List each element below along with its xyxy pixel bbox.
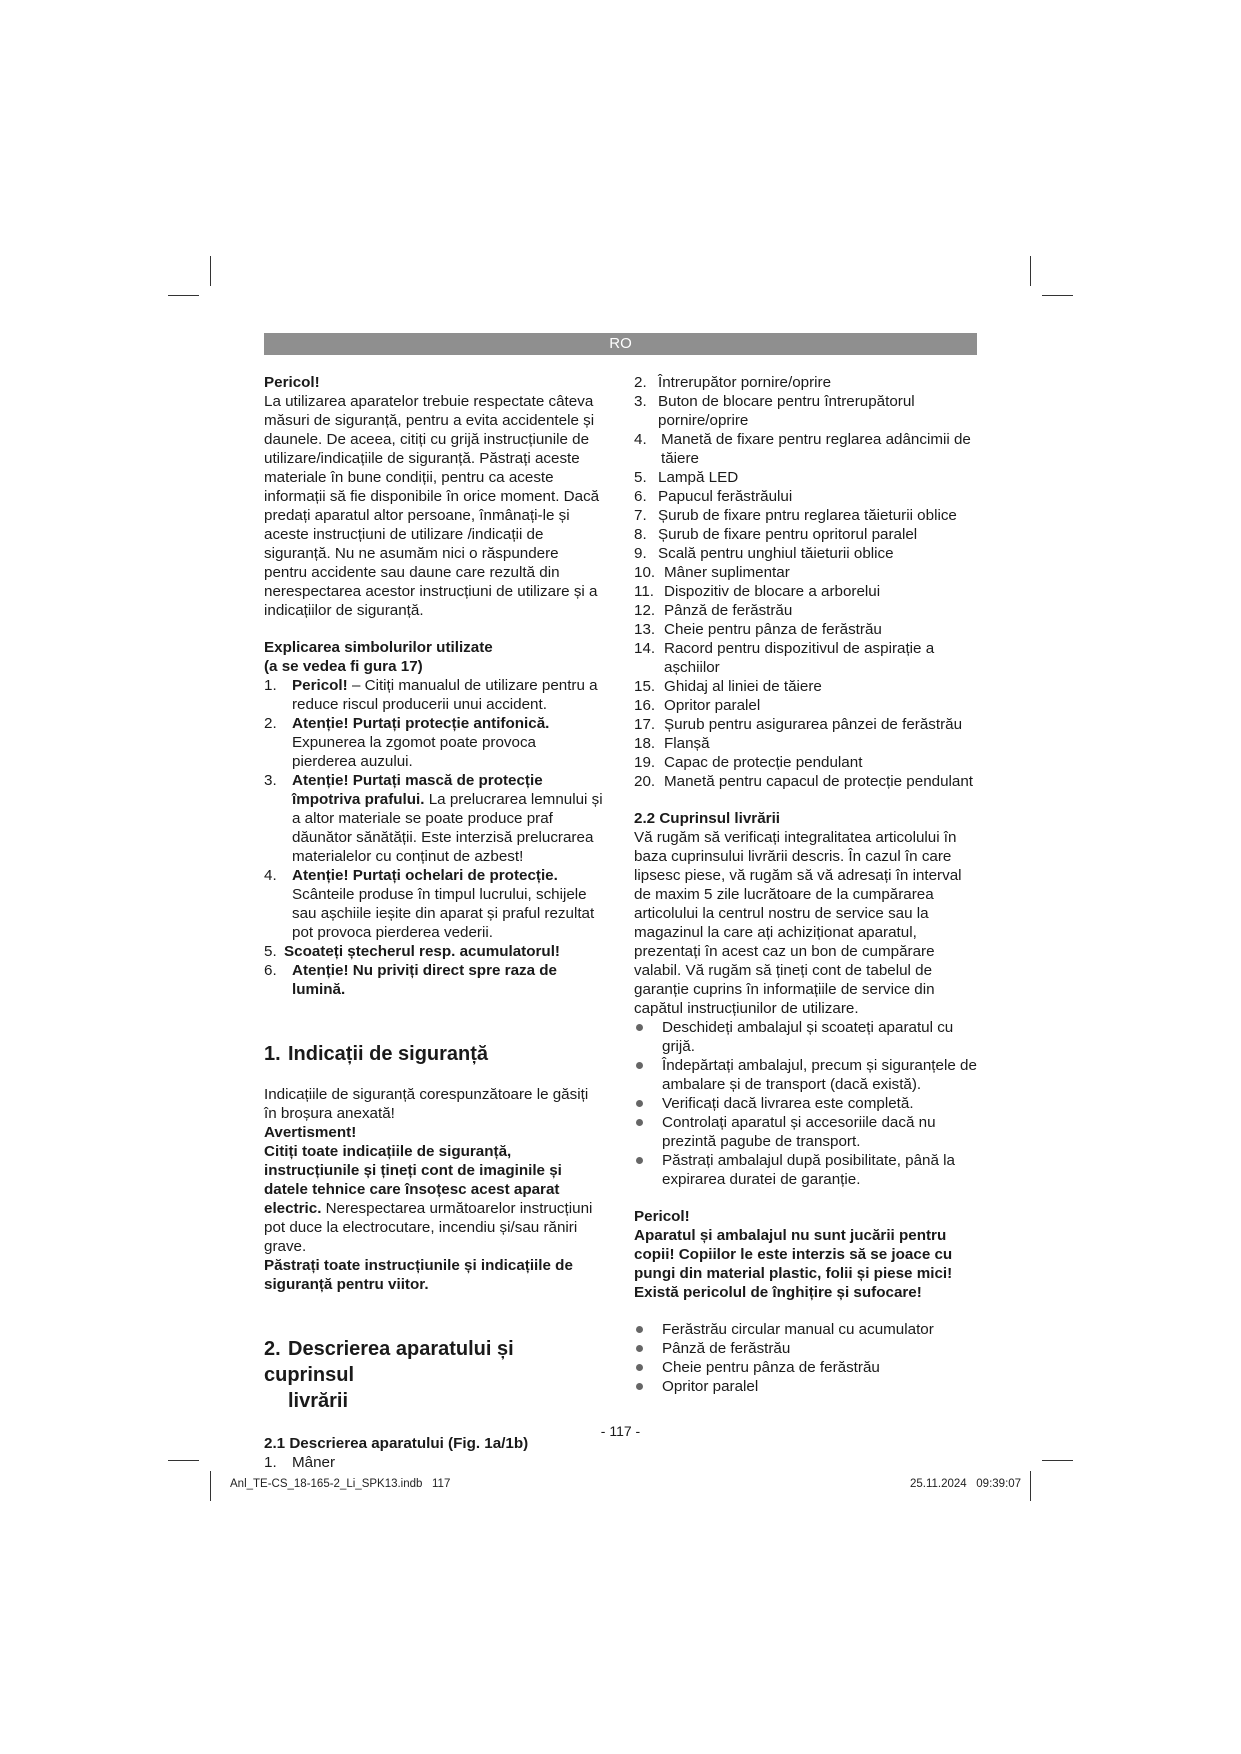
section-2-heading: 2. Descrierea aparatului și cuprinsul livrării [264,1338,514,1412]
keep-instructions-note: Păstrați toate instrucțiunile și indicațiile de siguranță pentru viitor. [264,1257,573,1293]
warning-heading: Avertisment! [264,1124,357,1141]
danger-heading: Pericol! [634,1208,690,1225]
delivery-check-paragraph: Vă rugăm să verificați integralitatea articolului în baza cuprinsului livrării descris. În cazul în care lipsesc piese, vă rugăm să vă adresați în interval de maxim 5 zile lucrătoare de la cumpărarea articolului la centrul nostru de service sau la magazinul la care ați achiziționat aparatul, prezentați în acest caz un bon de cumpărare valabil. Vă rugăm să țineți cont de tabelul de garanție cuprins în informațiile de service din capătul instrucțiunilor de utilizare. [634,829,962,1017]
list-item: 1. Pericol! – Citiți manualul de utilizare pentru a reduce riscul producerii unui accident. [264,677,598,713]
right-column [634,373,978,1396]
list-item: Controlați aparatul și accesoriile dacă nu prezintă pagube de transport. [634,1113,978,1151]
list-item: 8. Șurub de fixare pentru opritorul paralel [634,526,918,543]
crop-mark [168,295,199,296]
crop-mark [1030,256,1031,286]
list-item: 10. Mâner suplimentar [634,564,790,581]
symbols-heading-sub: (a se vedea fi gura 17) [264,658,423,675]
left-column [264,373,604,1472]
language-header: RO [264,333,977,355]
list-item: 6. Papucul ferăstrăului [634,488,793,505]
list-item: 17. Șurub pentru asigurarea pânzei de ferăstrău [634,716,963,733]
list-item: 2. Întrerupător pornire/oprire [634,374,832,391]
symbols-list [264,676,604,999]
list-item: 11. Dispozitiv de blocare a arborelui [634,583,881,600]
list-item: 15. Ghidaj al liniei de tăiere [634,678,822,695]
parts-list [634,373,978,791]
danger-heading: Pericol! [264,374,320,391]
crop-mark [1030,1471,1031,1501]
footer-filename: Anl_TE-CS_18-165-2_Li_SPK13.indb 117 [230,1478,451,1490]
list-item: 12. Pânză de ferăstrău [634,602,793,619]
crop-mark [1042,295,1073,296]
unpacking-steps [634,1018,978,1189]
list-item: 9. Scală pentru unghiul tăieturii oblice [634,545,894,562]
warning-paragraph: Citiți toate indicațiile de siguranță, instrucțiunile și țineți cont de imaginile și datele tehnice care însoțesc acest aparat electric. Nerespectarea următoarelor instrucțiuni pot duce la electrocutare, incendiu și/sau răniri grave. [264,1143,593,1255]
list-item: Pânză de ferăstrău [634,1339,978,1358]
list-item: Verificați dacă livrarea este completă. [634,1094,978,1113]
list-item: 5. Scoateți ștecherul resp. acumulatorul! [264,943,560,960]
crop-mark [210,1471,211,1501]
subsection-2-1-heading: 2.1 Descrierea aparatului (Fig. 1a/1b) [264,1435,529,1452]
list-item: Păstrați ambalajul după posibilitate, până la expirarea duratei de garanție. [634,1151,978,1189]
list-item: Îndepărtați ambalajul, precum și siguranțele de ambalare și de transport (dacă există). [634,1056,978,1094]
section-1-intro: Indicațiile de siguranță corespunzătoare le găsiți în broșura anexată! [264,1086,589,1122]
list-item: 5. Lampă LED [634,469,739,486]
list-item: 3. Atenție! Purtați mască de protecție împotriva prafului. La prelucrarea lemnului și a altor materiale se poate produce praf dăunător sănătății. Este interzisă prelucrarea materialelor cu conținut de azbest! [264,772,603,865]
list-item: 1. Mâner [264,1454,336,1471]
delivery-contents-list [634,1320,978,1396]
list-item: Deschideți ambalajul și scoateți aparatul cu grijă. [634,1018,978,1056]
section-1-heading: 1. Indicații de siguranță [264,1043,489,1065]
list-item: 20. Manetă pentru capacul de protecție pendulant [634,773,974,790]
list-item: 14. Racord pentru dispozitivul de aspirație a așchiilor [634,640,935,676]
footer-datetime: 25.11.2024 09:39:07 [910,1478,1022,1490]
crop-mark [168,1460,199,1461]
symbols-heading: Explicarea simbolurilor utilizate [264,639,493,656]
crop-mark [210,256,211,286]
list-item: 4. Atenție! Purtați ochelari de protecție. Scânteile produse în timpul lucrului, schijele sau așchiile ieșite din aparat și praful rezultat pot provoca pierderea vederii. [264,867,595,941]
list-item: 3. Buton de blocare pentru întrerupătorul pornire/oprire [634,393,915,429]
list-item: 6. Atenție! Nu priviți direct spre raza de lumină. [264,962,558,998]
parts-list-start [264,1453,604,1472]
crop-mark [1042,1460,1073,1461]
danger-paragraph: Aparatul și ambalajul nu sunt jucării pentru copii! Copiilor le este interzis să se joace cu pungi din material plastic, folii și piese mici! Există pericolul de înghițire și sufocare! [634,1227,953,1301]
list-item: Cheie pentru pânza de ferăstrău [634,1358,978,1377]
list-item: 7. Șurub de fixare pntru reglarea tăieturii oblice [634,507,957,524]
danger-paragraph: La utilizarea aparatelor trebuie respectate câteva măsuri de siguranță, pentru a evita accidentele și daunele. De aceea, citiți cu grijă instrucțiunile de utilizare/indicațiile de siguranță. Păstrați aceste materiale în bune condiții, pentru ca aceste informații să fie disponibile în orice moment. Dacă predați aparatul altor persoane, înmânați-le și aceste instrucțiuni de utilizare /indicații de siguranță. Nu ne asumăm nici o răspundere pentru accidente sau daune care rezultă din nerespectarea acestor instrucțiuni de utilizare și a indicațiilor de siguranță. [264,393,600,619]
list-item: 16. Opritor paralel [634,697,761,714]
list-item: 13. Cheie pentru pânza de ferăstrău [634,621,882,638]
subsection-2-2-heading: 2.2 Cuprinsul livrării [634,810,781,827]
list-item: 18. Flanșă [634,735,710,752]
list-item: 4. Manetă de fixare pentru reglarea adâncimii de tăiere [634,431,971,467]
list-item: 19. Capac de protecție pendulant [634,754,863,771]
list-item: Opritor paralel [634,1377,978,1396]
list-item: Ferăstrău circular manual cu acumulator [634,1320,978,1339]
page-number: - 117 - [600,1423,641,1439]
list-item: 2. Atenție! Purtați protecție antifonică. Expunerea la zgomot poate provoca pierderea auzului. [264,715,550,770]
